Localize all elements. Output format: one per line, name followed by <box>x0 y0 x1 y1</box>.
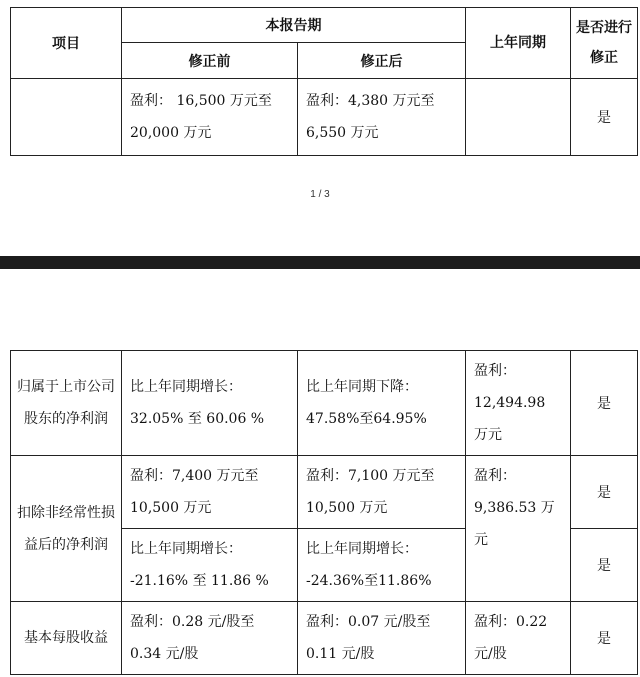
eps-label: 基本每股收益 <box>11 602 122 675</box>
page-number: 1 / 3 <box>310 189 330 200</box>
deducted-after-amount-cell: 盈利：7,100 万元至 10,500 万元 <box>298 456 466 529</box>
profit-after-cell: 盈利：4,380 万元至 6,550 万元 <box>298 79 466 156</box>
eps-last-year-cell: 盈利：0.22 元/股 <box>466 602 571 675</box>
profit-last-year-cell <box>466 79 571 156</box>
eps-revised-cell: 是 <box>571 602 638 675</box>
forecast-revision-table-bottom <box>10 350 638 675</box>
deducted-profit-label: 扣除非经常性损益后的净利润 <box>11 456 122 602</box>
deducted-before-amount-cell: 盈利：7,400 万元至 10,500 万元 <box>122 456 298 529</box>
profit-row-item <box>11 79 122 156</box>
header-current-period: 本报告期 <box>122 8 466 43</box>
net-profit-after-cell: 比上年同期下降： 47.58%至64.95% <box>298 351 466 456</box>
profit-before-cell: 盈利： 16,500 万元至 20,000 万元 <box>122 79 298 156</box>
header-item: 项目 <box>11 8 122 79</box>
eps-after-cell: 盈利：0.07 元/股至 0.11 元/股 <box>298 602 466 675</box>
page-divider <box>0 256 640 269</box>
deducted-before-growth-cell: 比上年同期增长： -21.16% 至 11.86 % <box>122 529 298 602</box>
forecast-revision-table-top <box>10 7 638 156</box>
net-profit-last-year-cell: 盈利： 12,494.98 万元 <box>466 351 571 456</box>
eps-before-cell: 盈利：0.28 元/股至 0.34 元/股 <box>122 602 298 675</box>
deducted-after-growth-cell: 比上年同期增长： -24.36%至11.86% <box>298 529 466 602</box>
net-profit-label: 归属于上市公司股东的净利润 <box>11 351 122 456</box>
net-profit-revised-cell: 是 <box>571 351 638 456</box>
profit-revised-cell: 是 <box>571 79 638 156</box>
deducted-last-year-cell: 盈利： 9,386.53 万元 <box>466 456 571 602</box>
deducted-revised-amount-cell: 是 <box>571 456 638 529</box>
net-profit-before-cell: 比上年同期增长： 32.05% 至 60.06 % <box>122 351 298 456</box>
header-before-revision: 修正前 <box>122 43 298 79</box>
header-after-revision: 修正后 <box>298 43 466 79</box>
header-revised: 是否进行修正 <box>571 8 638 79</box>
header-last-year: 上年同期 <box>466 8 571 79</box>
deducted-revised-growth-cell: 是 <box>571 529 638 602</box>
